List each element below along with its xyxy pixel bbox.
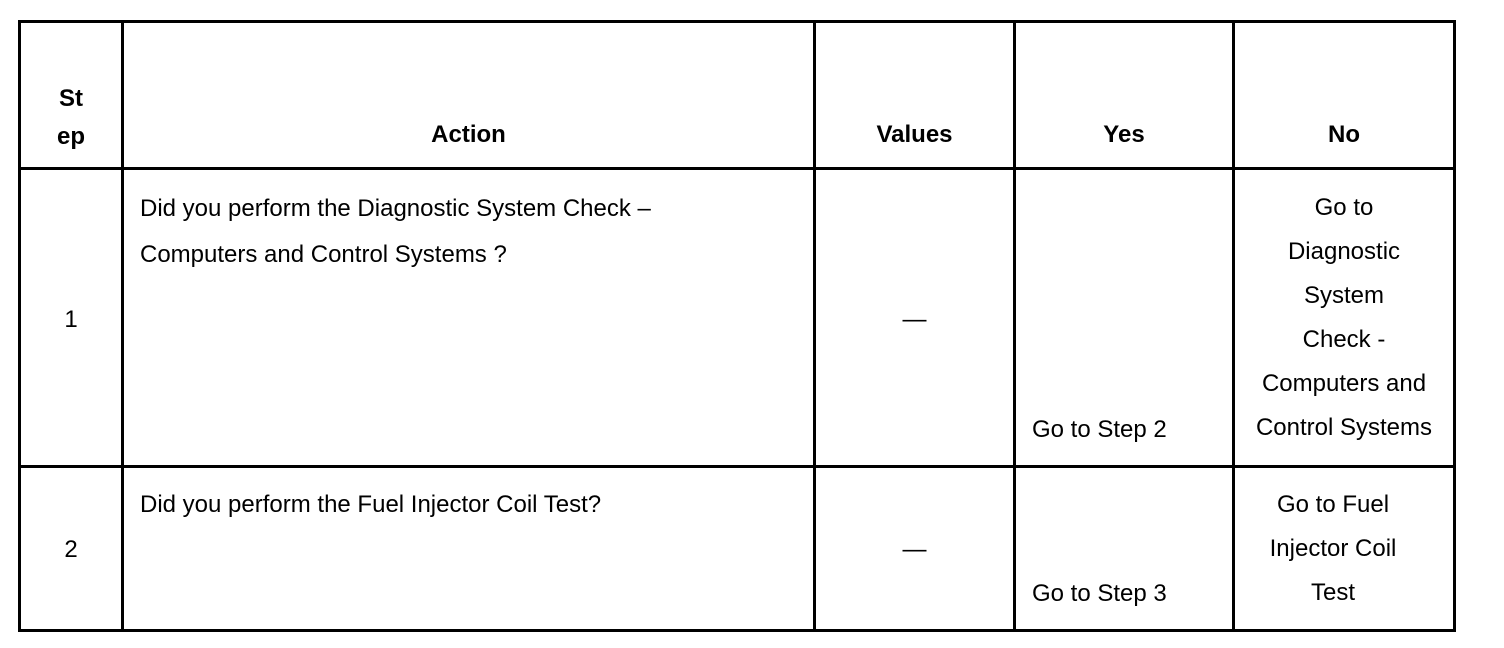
step-number: 2 xyxy=(64,536,78,563)
values-text: — xyxy=(902,306,927,333)
column-divider xyxy=(121,20,124,632)
header-step: St ep xyxy=(56,85,85,150)
header-action: Action xyxy=(431,121,506,148)
header-values: Values xyxy=(876,121,953,148)
no-text: Go to Fuel Injector Coil Test xyxy=(1269,491,1397,606)
header-yes: Yes xyxy=(1103,121,1145,148)
action-text: Did you perform the Fuel Injector Coil Test? xyxy=(140,491,602,518)
header-no: No xyxy=(1328,121,1360,148)
values-text: — xyxy=(902,536,927,563)
column-divider xyxy=(1013,20,1016,632)
no-text: Go to Diagnostic System Check - Computers and Control Systems xyxy=(1255,194,1433,441)
action-text: Did you perform the Diagnostic System Check – Computers and Control Systems ? xyxy=(140,195,651,268)
yes-text: Go to Step 3 xyxy=(1032,580,1167,607)
step-number: 1 xyxy=(64,306,78,333)
yes-text: Go to Step 2 xyxy=(1032,416,1167,443)
row-divider xyxy=(18,167,1456,170)
row-divider xyxy=(18,465,1456,468)
